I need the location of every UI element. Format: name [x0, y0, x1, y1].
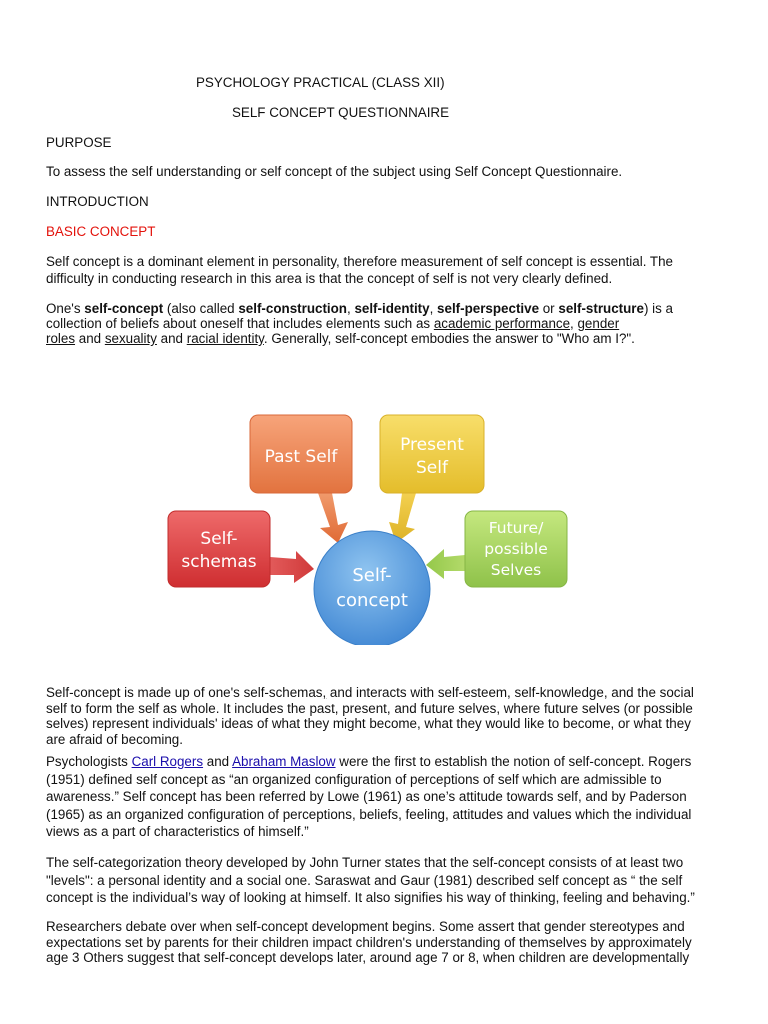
term-self-identity: self-identity [354, 301, 430, 316]
paragraph-5-line-2: "levels": a personal identity and a social one. Saraswat and Gaur (1981) described self concept as “ the self [46, 872, 683, 888]
paragraph-4-line-4: (1965) as an organized configuration of perceptions, beliefs, feeling, attitudes and values which the individual [46, 806, 692, 822]
present-self-label-1: Present [400, 435, 464, 455]
text: Self-concept is made up of one's [46, 685, 244, 700]
text: Psychologists [46, 754, 132, 769]
future-selves-box [465, 511, 567, 587]
introduction-heading: INTRODUCTION [46, 194, 149, 209]
self-concept-label-1: Self- [352, 565, 392, 586]
text: and [203, 754, 233, 769]
term-self-structure: self-structure [558, 301, 644, 316]
paragraph-6 [46, 919, 736, 966]
doc-subtitle: SELF CONCEPT QUESTIONNAIRE [232, 105, 450, 120]
arrow-schemas-to-center [270, 551, 314, 583]
term-self-construction: self-construction [238, 301, 347, 316]
text: were the first to establish the notion of self-concept. Rogers [335, 754, 692, 769]
text: , [346, 301, 355, 316]
self-schemas-label-1: Self- [200, 529, 238, 549]
text: collection of beliefs about oneself that includes elements such as [46, 316, 434, 331]
self-concept-circle [314, 531, 430, 645]
term-self-concept: self-concept [84, 301, 164, 316]
paragraph-3-line-3: selves) represent individuals' ideas of what they might become, what they would like to become, or what they [46, 716, 691, 731]
paragraph-4-line-3: awareness.” Self concept has been referred by Lowe (1961) as one’s attitude towards self, and by Paderson [46, 789, 687, 805]
link-gender-roles-cont[interactable]: roles [46, 331, 76, 346]
paragraph-1-line-1: Self concept is a dominant element in personality, therefore measurement of self concept is essential. The [46, 254, 673, 269]
term-self-perspective: self-perspective [437, 301, 540, 316]
past-self-label: Past Self [264, 447, 338, 467]
paragraph-4-line-5: views as a part of characteristics of himself.” [46, 824, 309, 840]
link-racial-identity[interactable]: racial identity [186, 331, 264, 346]
text: , [570, 316, 578, 331]
text: , [322, 685, 327, 700]
text: or [539, 301, 559, 316]
paragraph-3-line-2: self to form the self as whole. It includes the past, present, and future selves, where future selves (or possible [46, 700, 693, 716]
past-self-box [250, 415, 352, 493]
text: and [156, 331, 187, 346]
arrow-future-to-center [426, 549, 465, 579]
text: and [75, 331, 105, 346]
link-carl-rogers[interactable]: Carl Rogers [131, 754, 204, 769]
paragraph-4 [46, 753, 736, 841]
future-selves-label-3: Selves [490, 561, 542, 579]
arrow-past-to-center [318, 493, 348, 543]
basic-concept-heading: BASIC CONCEPT [46, 224, 156, 239]
self-concept-diagram [160, 405, 580, 645]
paragraph-3-line-4: are afraid of becoming. [46, 731, 183, 747]
text: One's [46, 301, 85, 316]
link-sexuality[interactable]: sexuality [104, 331, 157, 346]
future-selves-label-1: Future/ [488, 519, 544, 537]
paragraph-6-line-3: age 3 Others suggest that self-concept develops later, around age 7 or 8, when children are developmentally [46, 950, 690, 965]
present-self-box [380, 415, 484, 493]
paragraph-3-line-1 [46, 685, 736, 701]
text: (also called [163, 301, 239, 316]
future-selves-label-2: possible [484, 540, 548, 558]
paragraph-4-line-1 [46, 753, 736, 771]
paragraph-2-line-2 [46, 316, 619, 331]
self-concept-label-2: concept [336, 590, 408, 611]
text: and interacts with self-esteem, self-knowledge, and the social [326, 685, 694, 700]
paragraph-5 [46, 854, 736, 907]
doc-title: PSYCHOLOGY PRACTICAL (CLASS XII) [196, 75, 445, 90]
text: . Generally, self-concept embodies the answer to "Who am I?". [263, 331, 635, 346]
paragraph-1-line-2: difficulty in conducting research in this area is that the concept of self is not very clearly defined. [46, 271, 613, 286]
paragraph-5-line-3: concept is the individual’s way of looking at himself. It also signifies his way of thinking, feeling and behaving.” [46, 890, 695, 906]
self-schemas-label-2: schemas [181, 552, 257, 572]
paragraph-3 [46, 685, 736, 747]
link-abraham-maslow[interactable]: Abraham Maslow [232, 754, 336, 769]
self-schemas-box [168, 511, 270, 587]
paragraph-5-line-1: The self-categorization theory developed by John Turner states that the self-concept consists of at least two [46, 855, 684, 870]
present-self-label-2: Self [416, 458, 448, 478]
purpose-text: To assess the self understanding or self concept of the subject using Self Concept Questionnaire. [46, 164, 623, 179]
paragraph-2-line-3 [46, 331, 635, 346]
purpose-heading: PURPOSE [46, 135, 112, 150]
paragraph-4-line-2: (1951) defined self concept as “an organized configuration of perceptions of self which are admissible to [46, 771, 662, 787]
paragraph-6-line-1: Researchers debate over when self-concept development begins. Some assert that gender stereotypes and [46, 919, 685, 934]
link-academic-performance[interactable]: academic performance [433, 316, 571, 331]
paragraph-2-line-1 [46, 301, 673, 316]
text: ) is a [643, 301, 673, 316]
term-self-schemas: self-schemas [243, 685, 323, 700]
paragraph-6-line-2: expectations set by parents for their children impact children's understanding of themselves by approximately [46, 934, 692, 950]
link-gender-roles[interactable]: gender [577, 316, 620, 331]
text: , [429, 301, 438, 316]
